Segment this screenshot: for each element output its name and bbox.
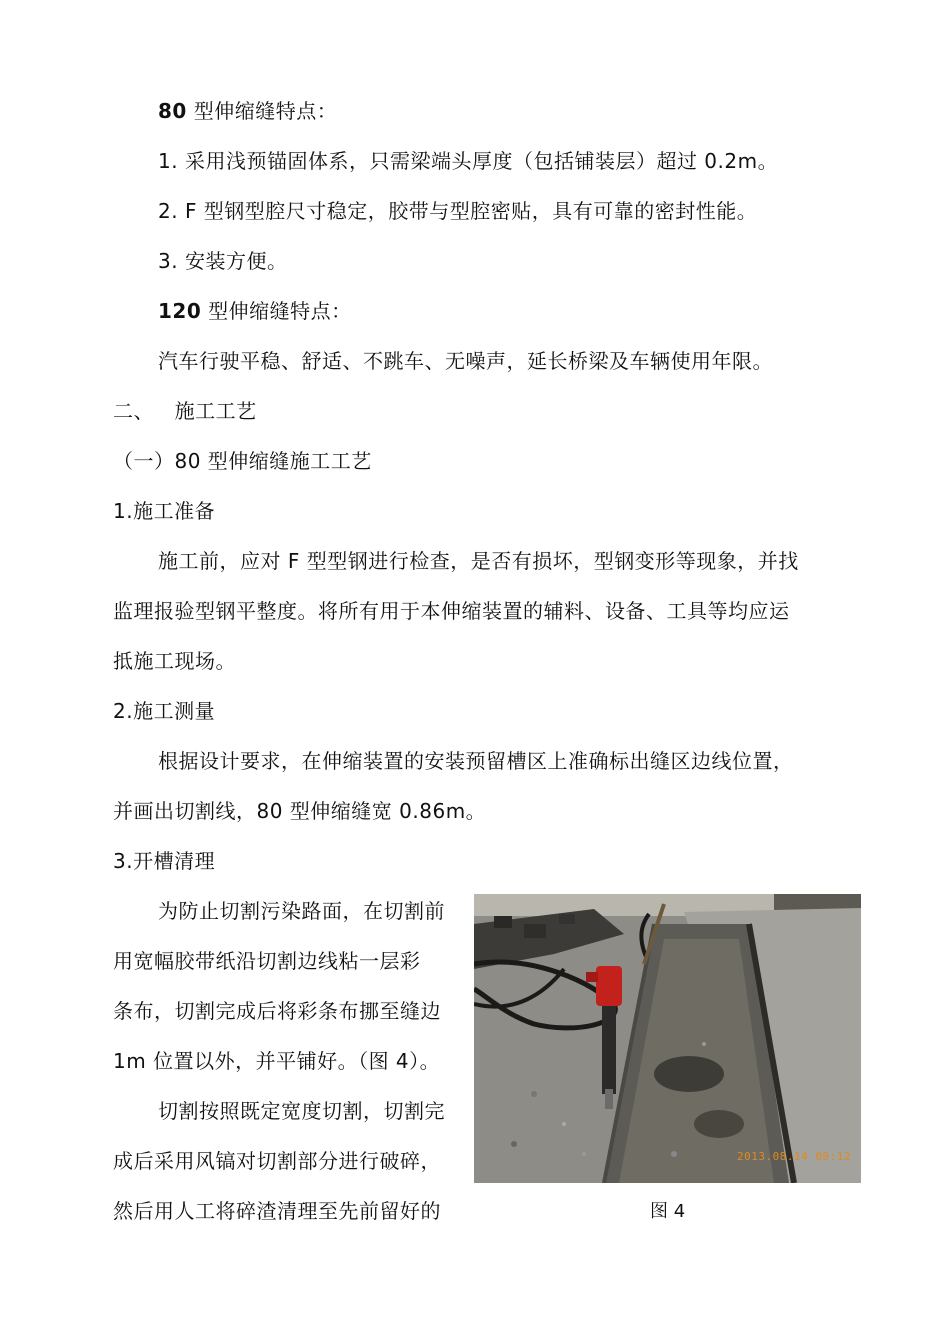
step-1-paragraph-line-1: 施工前，应对 F 型型钢进行检查，是否有损坏，型钢变形等现象，并找 bbox=[158, 549, 799, 573]
step-3-paragraph-2-line-3: 然后用人工将碎渣清理至先前留好的 bbox=[113, 1199, 441, 1223]
construction-photo bbox=[474, 894, 861, 1183]
section-120-title-number: 120 bbox=[158, 299, 202, 323]
subsection-1-heading: （一）80 型伸缩缝施工工艺 bbox=[113, 449, 372, 473]
section-80-title-number: 80 bbox=[158, 99, 187, 123]
step-3-title: 3.开槽清理 bbox=[113, 849, 216, 873]
step-1-title: 1.施工准备 bbox=[113, 499, 216, 523]
step-3-paragraph-2-line-2: 成后采用风镐对切割部分进行破碎， bbox=[113, 1149, 441, 1173]
section-80-item-2: 2. F 型钢型腔尺寸稳定，胶带与型腔密贴，具有可靠的密封性能。 bbox=[158, 199, 758, 223]
photo-timestamp: 2013.08.14 09:12 bbox=[737, 1150, 851, 1163]
section-120-text: 汽车行驶平稳、舒适、不跳车、无噪声，延长桥梁及车辆使用年限。 bbox=[158, 349, 773, 373]
section-120-title-text: 型伸缩缝特点： bbox=[201, 299, 352, 323]
step-1-paragraph-line-3: 抵施工现场。 bbox=[113, 649, 236, 673]
section-2-heading: 二、 施工工艺 bbox=[113, 399, 257, 423]
step-3-paragraph-1-line-1: 为防止切割污染路面，在切割前 bbox=[158, 899, 445, 923]
step-2-paragraph-line-1: 根据设计要求，在伸缩装置的安装预留槽区上准确标出缝区边线位置， bbox=[158, 749, 794, 773]
step-3-paragraph-1-line-4: 1m 位置以外，并平铺好。（图 4）。 bbox=[113, 1049, 441, 1073]
construction-photo-drawing bbox=[474, 894, 861, 1183]
section-80-title-text: 型伸缩缝特点： bbox=[186, 99, 338, 123]
step-1-paragraph-line-2: 监理报验型钢平整度。将所有用于本伸缩装置的辅料、设备、工具等均应运 bbox=[113, 599, 790, 623]
figure-caption: 图 4 bbox=[650, 1201, 686, 1222]
section-80-item-3: 3. 安装方便。 bbox=[158, 249, 288, 273]
step-3-paragraph-1-line-3: 条布，切割完成后将彩条布挪至缝边 bbox=[113, 999, 441, 1023]
step-2-title: 2.施工测量 bbox=[113, 699, 216, 723]
step-3-paragraph-2-line-1: 切割按照既定宽度切割，切割完 bbox=[158, 1099, 445, 1123]
step-3-paragraph-1-line-2: 用宽幅胶带纸沿切割边线粘一层彩 bbox=[113, 949, 421, 973]
step-2-paragraph-line-2: 并画出切割线，80 型伸缩缝宽 0.86m。 bbox=[113, 799, 487, 823]
section-120-title bbox=[158, 298, 352, 324]
section-80-item-1: 1. 采用浅预锚固体系，只需梁端头厚度（包括铺装层）超过 0.2m。 bbox=[158, 149, 779, 173]
section-80-title bbox=[158, 98, 337, 124]
